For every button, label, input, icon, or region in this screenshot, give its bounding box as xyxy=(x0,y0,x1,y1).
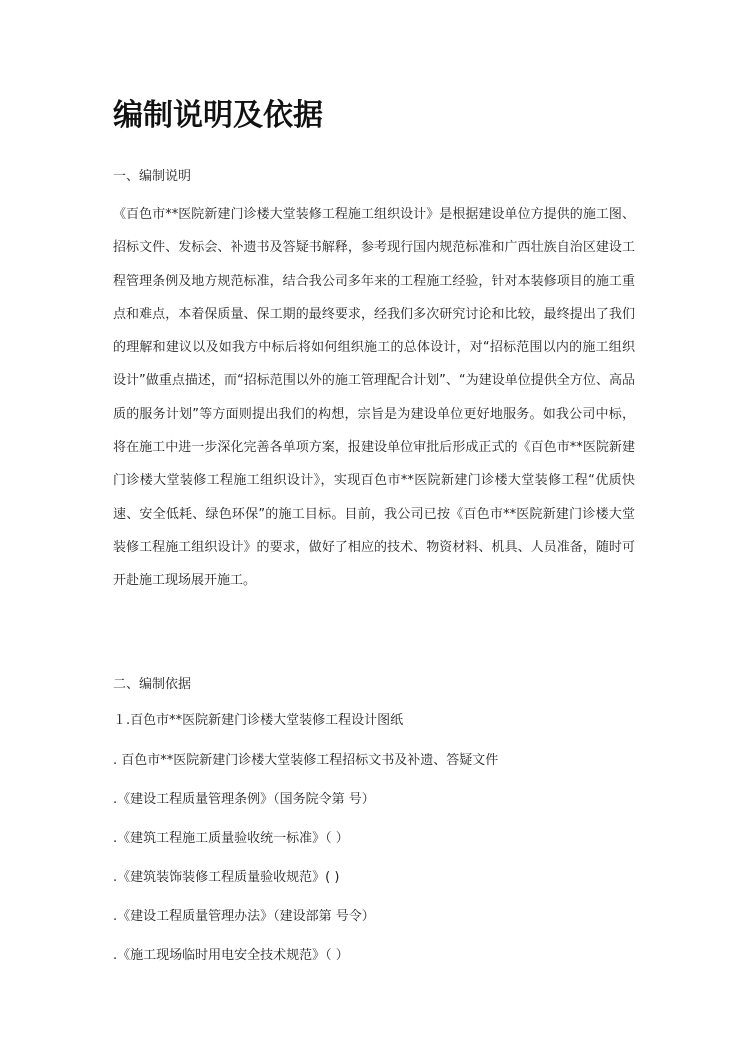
description-paragraph: 《百色市**医院新建门诊楼大堂装修工程施工组织设计》是根据建设单位方提供的施工图、招标文件、发标会、补遗书及答疑书解释，参考现行国内规范标准和广西壮族自治区建设工程管理条例及地方规范标准，结合我公司多年来的工程施工经验，针对本装修项目的施工重点和难点，本着保质量、保工期的最终要求，经我们多次研究讨论和比较，最终提出了我们的理解和建议以及如我方中标后将如何组织施工的总体设计，对“招标范围以内的施工组织设计”做重点描述，而“招标范围以外的施工管理配合计划”、“为建设单位提供全方位、高品质的服务计划”等方面则提出我们的构想，宗旨是为建设单位更好地服务。如我公司中标，将在施工中进一步深化完善各单项方案，报建设单位审批后形成正式的《百色市**医院新建门诊楼大堂装修工程施工组织设计》，实现百色市**医院新建门诊楼大堂装修工程“优质快速、安全低耗、绿色环保”的施工目标。目前，我公司已按《百色市**医院新建门诊楼大堂装修工程施工组织设计》的要求，做好了相应的技术、物资材料、机具、人员准备，随时可开赴施工现场展开施工。 xyxy=(113,207,635,589)
basis-item: .《建筑装饰装修工程质量验收规范》( ) xyxy=(113,870,340,885)
basis-item: .《建筑工程施工质量验收统一标准》（ ） xyxy=(113,831,349,846)
basis-item: .《建设工程质量管理条例》（国务院令第 号） xyxy=(113,792,375,807)
section-heading-basis: 二、编制依据 xyxy=(113,677,192,692)
basis-item: .《施工现场临时用电安全技术规范》（ ） xyxy=(113,948,349,963)
basis-item: .《建设工程质量管理办法》（建设部第 号令） xyxy=(113,909,375,924)
basis-item: １.百色市**医院新建门诊楼大堂装修工程设计图纸 xyxy=(113,713,404,728)
basis-item: . 百色市**医院新建门诊楼大堂装修工程招标文书及补遗、答疑文件 xyxy=(113,753,499,768)
section-heading-description: 一、编制说明 xyxy=(113,169,192,184)
document-title: 编制说明及依据 xyxy=(113,98,323,133)
